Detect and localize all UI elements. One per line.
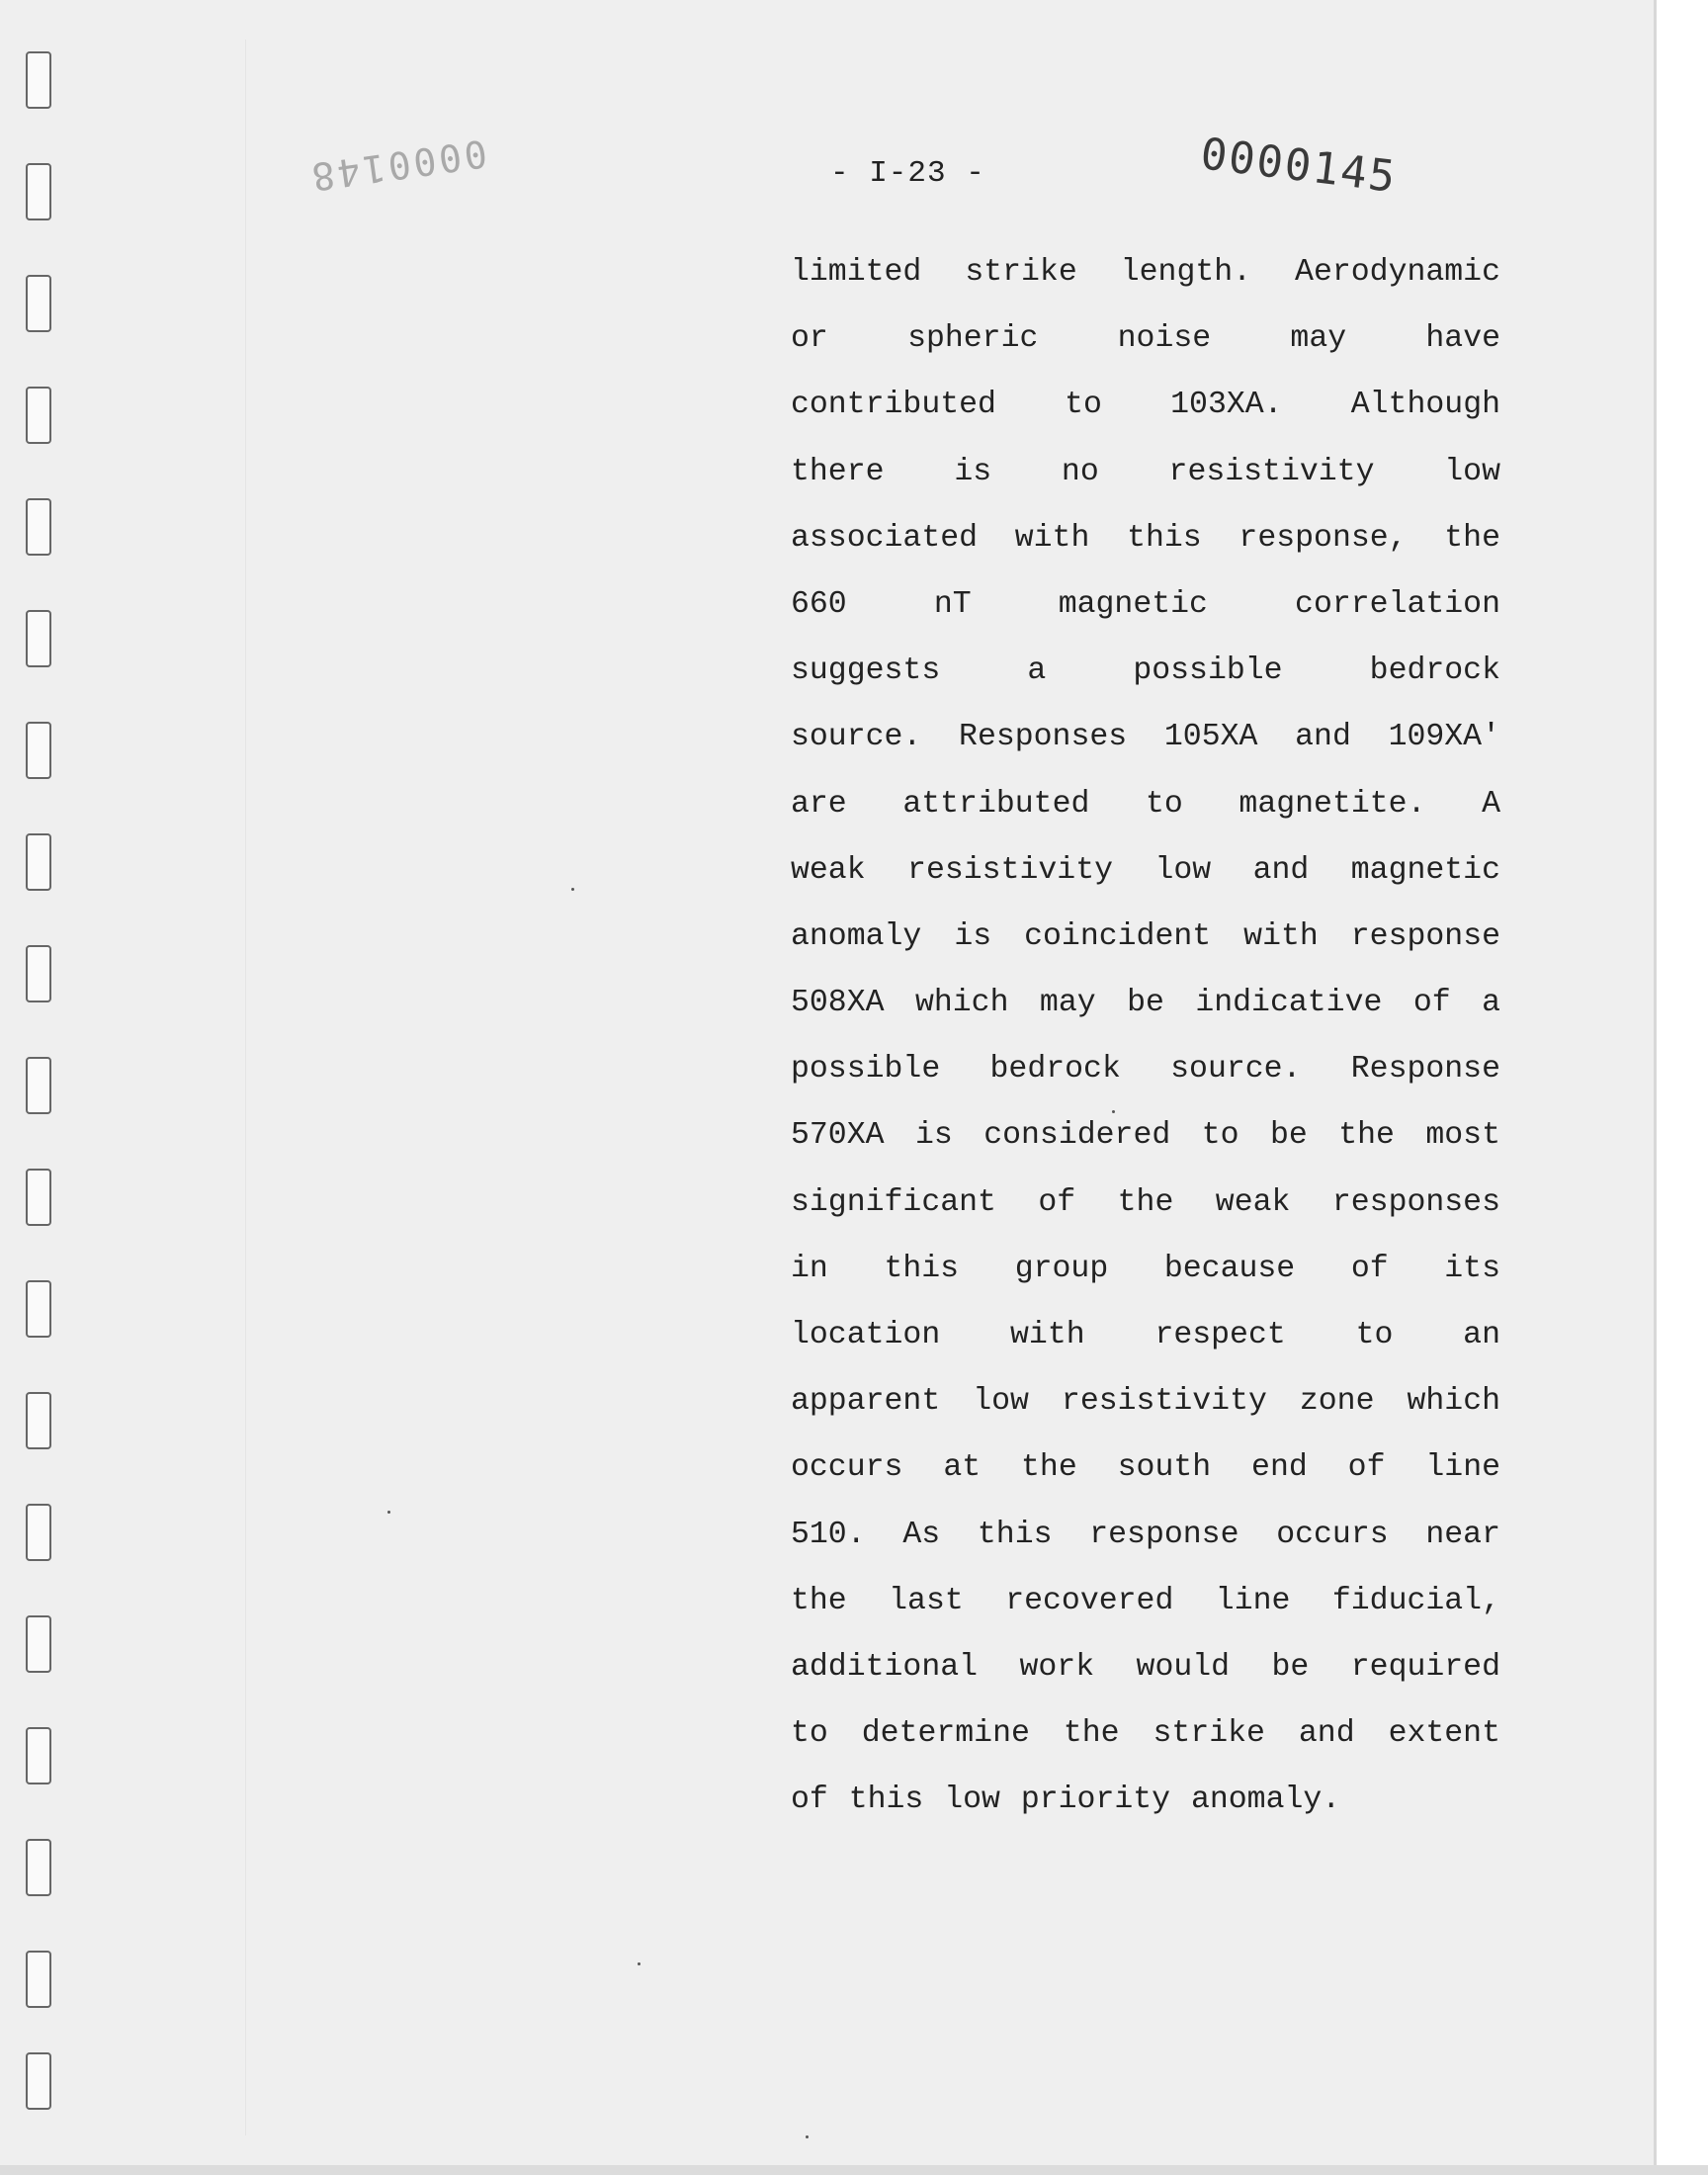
binding-hole xyxy=(26,1727,51,1784)
binding-hole xyxy=(26,51,51,109)
page-right-margin xyxy=(1654,0,1708,2175)
binding-hole xyxy=(26,1280,51,1338)
scan-speck xyxy=(1112,1110,1115,1113)
binding-hole xyxy=(26,722,51,779)
page-gutter-line xyxy=(245,40,246,2135)
text-line: to determine the strike and extent xyxy=(791,1716,1500,1752)
text-line: location with respect to an xyxy=(791,1318,1500,1352)
page-number: - I-23 - xyxy=(830,156,985,191)
text-line: suggests a possible bedrock xyxy=(791,653,1500,689)
binding-hole xyxy=(26,610,51,667)
text-line: 570XA is considered to be the most xyxy=(791,1118,1500,1154)
binding-hole xyxy=(26,1169,51,1226)
binding-hole xyxy=(26,163,51,220)
text-line: or spheric noise may have xyxy=(791,321,1500,357)
binding-hole xyxy=(26,1951,51,2008)
binding-hole xyxy=(26,387,51,444)
text-line: limited strike length. Aerodynamic xyxy=(791,255,1500,290)
text-line: contributed to 103XA. Although xyxy=(791,388,1500,423)
binding-hole xyxy=(26,498,51,556)
text-line: associated with this response, the xyxy=(791,520,1500,556)
text-line: additional work would be required xyxy=(791,1649,1500,1685)
page-bottom-edge xyxy=(0,2165,1708,2175)
scan-speck xyxy=(806,2135,809,2138)
text-line: are attributed to magnetite. A xyxy=(791,786,1500,822)
binding-hole xyxy=(26,833,51,891)
scan-speck xyxy=(638,1962,640,1965)
binding-hole xyxy=(26,1504,51,1561)
text-line: in this group because of its xyxy=(791,1251,1500,1286)
text-line: source. Responses 105XA and 109XA' xyxy=(791,720,1500,755)
text-line: the last recovered line fiducial, xyxy=(791,1583,1500,1618)
text-line: occurs at the south end of line xyxy=(791,1450,1500,1486)
body-paragraph xyxy=(791,250,1500,1845)
text-line: 510. As this response occurs near xyxy=(791,1517,1500,1552)
binding-hole xyxy=(26,945,51,1002)
binding-hole xyxy=(26,275,51,332)
binding-hole xyxy=(26,1392,51,1449)
text-line: apparent low resistivity zone which xyxy=(791,1384,1500,1420)
binding-hole xyxy=(26,1615,51,1673)
binding-hole xyxy=(26,2052,51,2110)
text-line: 660 nT magnetic correlation xyxy=(791,586,1500,622)
text-line: anomaly is coincident with response xyxy=(791,918,1500,954)
document-stamp-faint: 0000148 xyxy=(305,130,490,200)
text-line: there is no resistivity low xyxy=(791,454,1500,489)
text-line: possible bedrock source. Response xyxy=(791,1052,1500,1088)
binding-hole xyxy=(26,1057,51,1114)
text-line: weak resistivity low and magnetic xyxy=(791,852,1500,888)
text-line: 508XA which may be indicative of a xyxy=(791,986,1500,1021)
binding-hole xyxy=(26,1839,51,1896)
text-line: significant of the weak responses xyxy=(791,1184,1500,1220)
scan-speck xyxy=(571,888,574,891)
scan-speck xyxy=(387,1511,390,1514)
text-line: of this low priority anomaly. xyxy=(791,1783,1341,1818)
binding-holes xyxy=(26,51,55,2108)
document-stamp: 0000145 xyxy=(1197,129,1401,204)
